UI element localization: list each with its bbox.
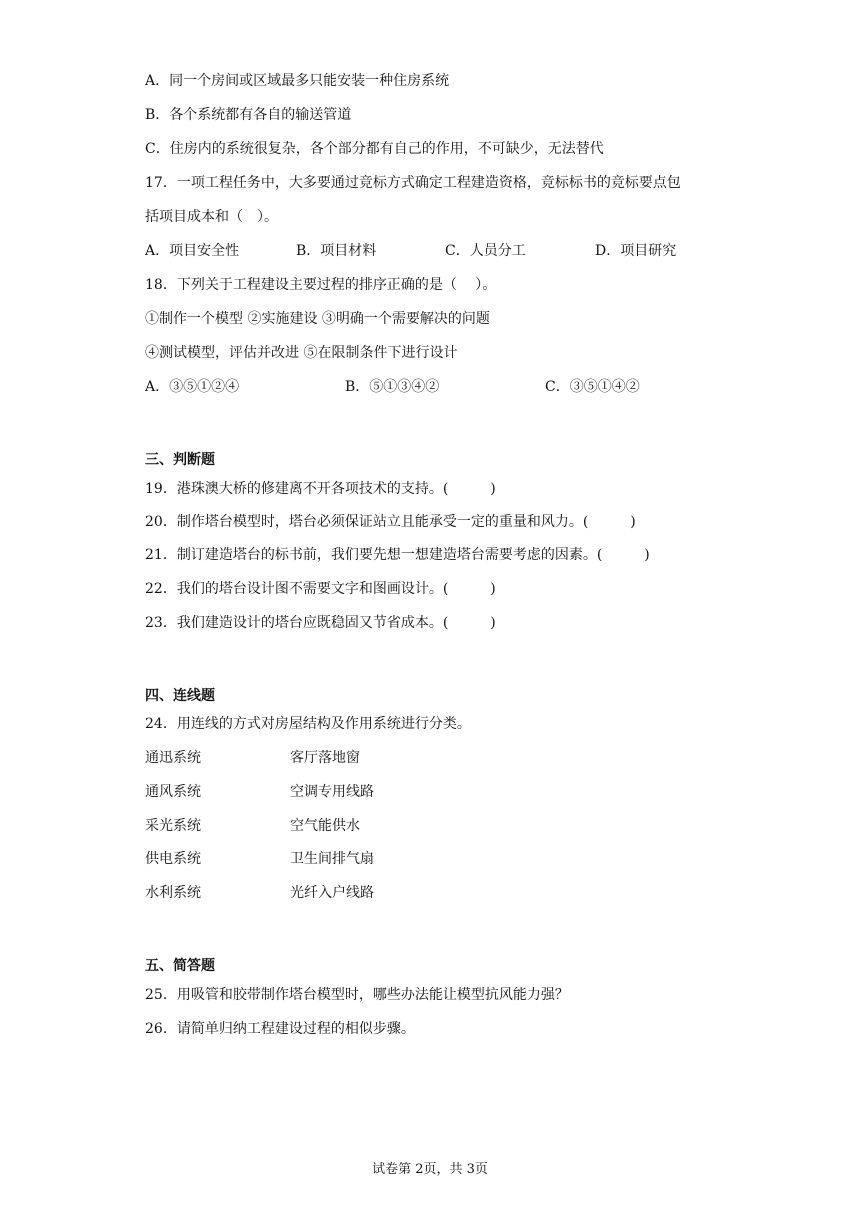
section4-title: 四、连线题 (145, 688, 215, 704)
match-right-item: 卫生间排气扇 (290, 851, 374, 867)
q17-option-a: A．项目安全性 (145, 243, 240, 259)
q21: 21．制订建造塔台的标书前，我们要先想一想建造塔台需要考虑的因素。( ) (145, 547, 650, 563)
match-left-item: 采光系统 (145, 818, 201, 834)
q17-option-d: D．项目研究 (595, 243, 677, 259)
match-left-item: 通风系统 (145, 784, 201, 800)
q16-option-a: A．同一个房间或区域最多只能安装一种住房系统 (145, 73, 450, 89)
q17-stem-line2: 括项目成本和（ ）。 (145, 209, 278, 225)
q24-stem: 24．用连线的方式对房屋结构及作用系统进行分类。 (145, 716, 471, 732)
page-footer: 试卷第 2页，共 3页 (372, 1162, 488, 1177)
match-left-item: 通迅系统 (145, 750, 201, 766)
q18-option-c: C．③⑤①④② (545, 379, 640, 395)
q22: 22．我们的塔台设计图不需要文字和图画设计。( ) (145, 581, 496, 597)
q18-items-line2: ④测试模型，评估并改进 ⑤在限制条件下进行设计 (145, 345, 458, 361)
match-right-item: 空气能供水 (290, 818, 360, 834)
q23: 23．我们建造设计的塔台应既稳固又节省成本。( ) (145, 615, 496, 631)
q18-items-line1: ①制作一个模型 ②实施建设 ③明确一个需要解决的问题 (145, 311, 490, 327)
match-left-item: 水利系统 (145, 885, 201, 901)
q16-option-b: B．各个系统都有各自的输送管道 (145, 107, 352, 123)
q18-option-b: B．⑤①③④② (345, 379, 440, 395)
match-right-item: 空调专用线路 (290, 784, 374, 800)
q19: 19．港珠澳大桥的修建离不开各项技术的支持。( ) (145, 481, 496, 497)
q17-stem-line1: 17．一项工程任务中，大多要通过竞标方式确定工程建造资格，竞标标书的竞标要点包 (145, 175, 681, 191)
match-right-item: 光纤入户线路 (290, 885, 374, 901)
q17-option-c: C．人员分工 (445, 243, 526, 259)
q25: 25．用吸管和胶带制作塔台模型时，哪些办法能让模型抗风能力强？ (145, 987, 569, 1003)
match-right-item: 客厅落地窗 (290, 750, 360, 766)
q18-option-a: A．③⑤①②④ (145, 379, 240, 395)
q20: 20．制作塔台模型时，塔台必须保证站立且能承受一定的重量和风力。( ) (145, 514, 636, 530)
section5-title: 五、简答题 (145, 958, 215, 974)
match-left-item: 供电系统 (145, 851, 201, 867)
q16-option-c: C．住房内的系统很复杂，各个部分都有自己的作用，不可缺少，无法替代 (145, 141, 604, 157)
q26: 26．请简单归纳工程建设过程的相似步骤。 (145, 1021, 415, 1037)
q17-option-b: B．项目材料 (296, 243, 377, 259)
section3-title: 三、判断题 (145, 452, 215, 468)
q18-stem: 18．下列关于工程建设主要过程的排序正确的是（ ）。 (145, 277, 497, 293)
